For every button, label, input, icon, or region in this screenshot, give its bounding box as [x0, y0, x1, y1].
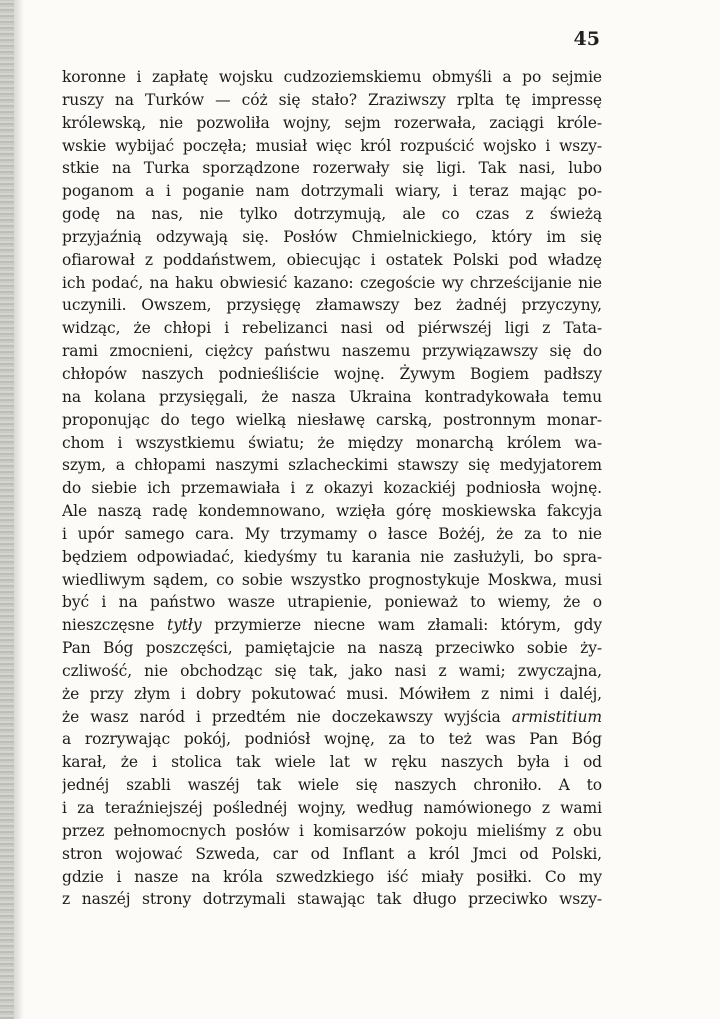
text-line: uczynili. Owszem, przysięgę złamawszy bez żadnéj przyczyny, [62, 296, 602, 315]
text-line: i za teraźniejszéj poślednéj wojny, według namówionego z wami [62, 799, 602, 817]
text-line: czliwość, nie obchodząc się tak, jako nasi z wami; zwyczajna, [62, 661, 602, 680]
text-line: ofiarował z poddaństwem, obiecując i ostatek Polski pod władzę [62, 250, 602, 269]
text-line: że wasz naród i przedtém nie doczekawszy wyjścia armistitium [62, 707, 602, 726]
text-line: ruszy na Turków — cóż się stało? Zraziwszy rplta tę impressę [62, 90, 602, 109]
text-line: na kolana przysięgali, że nasza Ukraina kontradykowała temu [62, 387, 602, 406]
text-line: z naszéj strony dotrzymali stawając tak długo przeciwko wszy- [62, 890, 602, 909]
text-line: chom i wszystkiemu światu; że między monarchą królem wa- [62, 433, 602, 452]
text-line: Pan Bóg poszczęści, pamiętajcie na naszą przeciwko sobie ży- [62, 639, 602, 658]
text-line: chłopów naszych podnieśliście wojnę. Żywym Bogiem padłszy [62, 364, 602, 383]
body-text [62, 66, 602, 911]
text-line: stkie na Turka sporządzone rozerwały się ligi. Tak nasi, lubo [62, 159, 602, 178]
text-line: karał, że i stolica tak wiele lat w ręku naszych była i od [62, 753, 602, 772]
text-line: będziem odpowiadać, kiedyśmy tu karania nie zasłużyli, bo spra- [62, 547, 602, 566]
text-line: szym, a chłopami naszymi szlacheckimi stawszy się medyjatorem [62, 456, 602, 475]
text-line: gdzie i nasze na króla szwedzkiego iść miały posiłki. Co my [62, 867, 602, 886]
text-line: wskie wybijać poczęła; musiał więc król rozpuścić wojsko i wszy- [62, 136, 602, 155]
italic-term: tytły [167, 616, 202, 635]
text-line: i upór samego cara. My trzymamy o łasce Bożéj, że za to nie [62, 524, 602, 543]
text-line: rami zmocnieni, ciężcy państwu naszemu przywiązawszy się do [62, 342, 602, 361]
text-line: jednéj szabli waszéj tak wiele się naszych chroniło. A to [62, 776, 602, 795]
book-spine-edge [0, 0, 14, 1019]
text-line: koronne i zapłatę wojsku cudzoziemskiemu obmyśli a po sejmie [62, 68, 602, 86]
text-line: poganom a i poganie nam dotrzymali wiary, i teraz mając po- [62, 182, 602, 201]
text-line: a rozrywając pokój, podniósł wojnę, za to też was Pan Bóg [62, 730, 602, 749]
text-line: ich podać, na haku obwiesić kazano: czegoście wy chrześcijanie nie [62, 273, 602, 292]
text-line: godę na nas, nie tylko dotrzymują, ale co czas z świeżą [62, 205, 602, 224]
text-line: Ale naszą radę kondemnowano, wzięła górę moskiewska fakcyja [62, 502, 602, 521]
text-line: nieszczęsne tytły przymierze niecne wam złamali: którym, gdy [62, 616, 602, 635]
text-line: że przy złym i dobry pokutować musi. Mówiłem z nimi i daléj, [62, 684, 602, 703]
gutter-shadow [14, 0, 24, 1019]
text-line: przyjaźnią odzywają się. Posłów Chmielnickiego, który im się [62, 227, 602, 246]
text-line: królewską, nie pozwoliła wojny, sejm rozerwała, zaciągi króle- [62, 113, 602, 132]
text-line: stron wojować Szweda, car od Inflant a król Jmci od Polski, [62, 844, 602, 863]
page-number: 45 [573, 28, 600, 50]
italic-term: armistitium [511, 707, 602, 726]
text-line: widząc, że chłopi i rebelizanci nasi od piérwszéj ligi z Tata- [62, 319, 602, 338]
text-line: przez pełnomocnych posłów i komisarzów pokoju mieliśmy z obu [62, 821, 602, 840]
text-line: proponując do tego wielką niesławę carską, postronnym monar- [62, 410, 602, 429]
text-line: być i na państwo wasze utrapienie, ponieważ to wiemy, że o [62, 593, 602, 612]
text-line: wiedliwym sądem, co sobie wszystko prognostykuje Moskwa, musi [62, 570, 602, 589]
text-line: do siebie ich przemawiała i z okazyi kozackiéj podniosła wojnę. [62, 479, 602, 498]
